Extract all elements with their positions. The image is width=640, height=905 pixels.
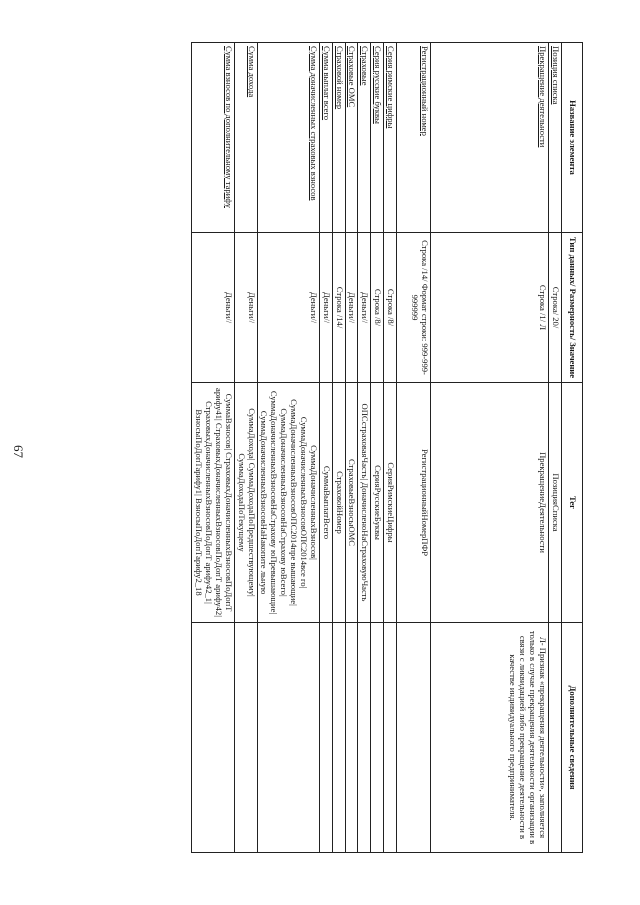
cell-element-name: Регистрационный номер (397, 43, 431, 233)
cell-additional-info (384, 623, 397, 853)
cell-data-type: Строка/ 20/ (549, 233, 562, 383)
cell-element-name: Позиция списка (549, 43, 562, 233)
cell-additional-info: Л- Признак «прекращения деятельности», заполняется только в случае прекращения деятельности организации в связи с ликвидацией либо прекращение деятельности в качестве индивидуального предпринимателя. (431, 623, 549, 853)
table-row (397, 43, 431, 853)
table-row (345, 43, 358, 853)
cell-tag: СерияРусскиеБуквы (371, 383, 384, 623)
cell-additional-info (371, 623, 384, 853)
cell-additional-info (549, 623, 562, 853)
cell-data-type: Деньги// (319, 233, 332, 383)
table-row (319, 43, 332, 853)
cell-tag: СтраховойНомер (332, 383, 345, 623)
cell-additional-info (234, 623, 257, 853)
elements-table (191, 42, 583, 853)
cell-element-name: Сумма выплат всего (319, 43, 332, 233)
cell-data-type: Деньги// (358, 233, 371, 383)
cell-additional-info (192, 623, 235, 853)
table-row (549, 43, 562, 853)
cell-data-type: Деньги// (345, 233, 358, 383)
cell-additional-info (319, 623, 332, 853)
header-tag: Тег (562, 383, 583, 623)
cell-additional-info (332, 623, 345, 853)
header-additional-info: Дополнительные сведения (562, 623, 583, 853)
cell-element-name: Прекращение деятельности (431, 43, 549, 233)
cell-data-type: Строка /14/ (332, 233, 345, 383)
cell-element-name: Страховые ОМС (345, 43, 358, 233)
cell-element-name: Страховые (358, 43, 371, 233)
cell-tag: ПозицияСписка (549, 383, 562, 623)
cell-element-name: Сумма взносов по дополнительному тарифу (192, 43, 235, 233)
cell-tag: СуммаВзносов| СтраховыхДоначисленныхВзносовПоДопТ арифу41| СтраховыхДоначисленныхВзносовПоДопТ арифу42| СтраховыхДоначисленныхВзносовПоДопТ арифу42_1| ВзносыПоДопТарифу1| ВзносыПоДопТарифу2_18 (192, 383, 235, 623)
cell-data-type: Деньги// (257, 233, 319, 383)
cell-additional-info (397, 623, 431, 853)
cell-tag: СтраховыеВзносыОМС (345, 383, 358, 623)
cell-data-type: Строка /1/ Л (431, 233, 549, 383)
cell-element-name: Серия русские буквы (371, 43, 384, 233)
table-row (192, 43, 235, 853)
cell-tag: РегистрационныйНомерПФР (397, 383, 431, 623)
cell-element-name: Сумма дохода (234, 43, 257, 233)
page-number: 67 (11, 445, 26, 458)
cell-element-name: Серия римские цифры (384, 43, 397, 233)
table-row (371, 43, 384, 853)
rotated-page-content (68, 42, 583, 852)
cell-data-type: Строка /8/ (371, 233, 384, 383)
cell-data-type: Строка /8/ (384, 233, 397, 383)
table-row (358, 43, 371, 853)
cell-data-type: Деньги// (192, 233, 235, 383)
table-row (332, 43, 345, 853)
cell-data-type: Деньги// (234, 233, 257, 383)
table-header-row (562, 43, 583, 853)
header-element-name: Название элемента (562, 43, 583, 233)
cell-tag: СуммаДохода| СуммаДоходаПоПредшествующему| СуммаДоходаПоТекущему (234, 383, 257, 623)
table-row (431, 43, 549, 853)
cell-element-name: Сумма доначисленных страховых взносов (257, 43, 319, 233)
cell-tag: СуммаДоначисленныхВзносов| СуммаДоначисленныхВзносовОПС2014все го| СуммаДоначисленныхВзносовОПС2014пре вышающие| СуммаДоначисленныхВзносовНаСтрахову юВсего| СуммаДоначисленныхВзносовНаСтрахову юПревышающие| СуммаДоначисленныхВзносовНаНакопите льную (257, 383, 319, 623)
cell-data-type: Строка /14/ Формат строки: 999-999-999999 (397, 233, 431, 383)
cell-tag: ОПСстраховаяЧасть| ДоначисленоНаСтраховуюЧасть (358, 383, 371, 623)
cell-additional-info (345, 623, 358, 853)
cell-tag: ПрекращениеДеятельности (431, 383, 549, 623)
cell-additional-info (358, 623, 371, 853)
cell-additional-info (257, 623, 319, 853)
table-row (384, 43, 397, 853)
cell-tag: СуммаВыплатВсего (319, 383, 332, 623)
cell-tag: СерияРимскиеЦифры (384, 383, 397, 623)
table-row (257, 43, 319, 853)
cell-element-name: Страховой номер (332, 43, 345, 233)
table-row (234, 43, 257, 853)
header-data-type: Тип данных/ Размерность/ Значение (562, 233, 583, 383)
